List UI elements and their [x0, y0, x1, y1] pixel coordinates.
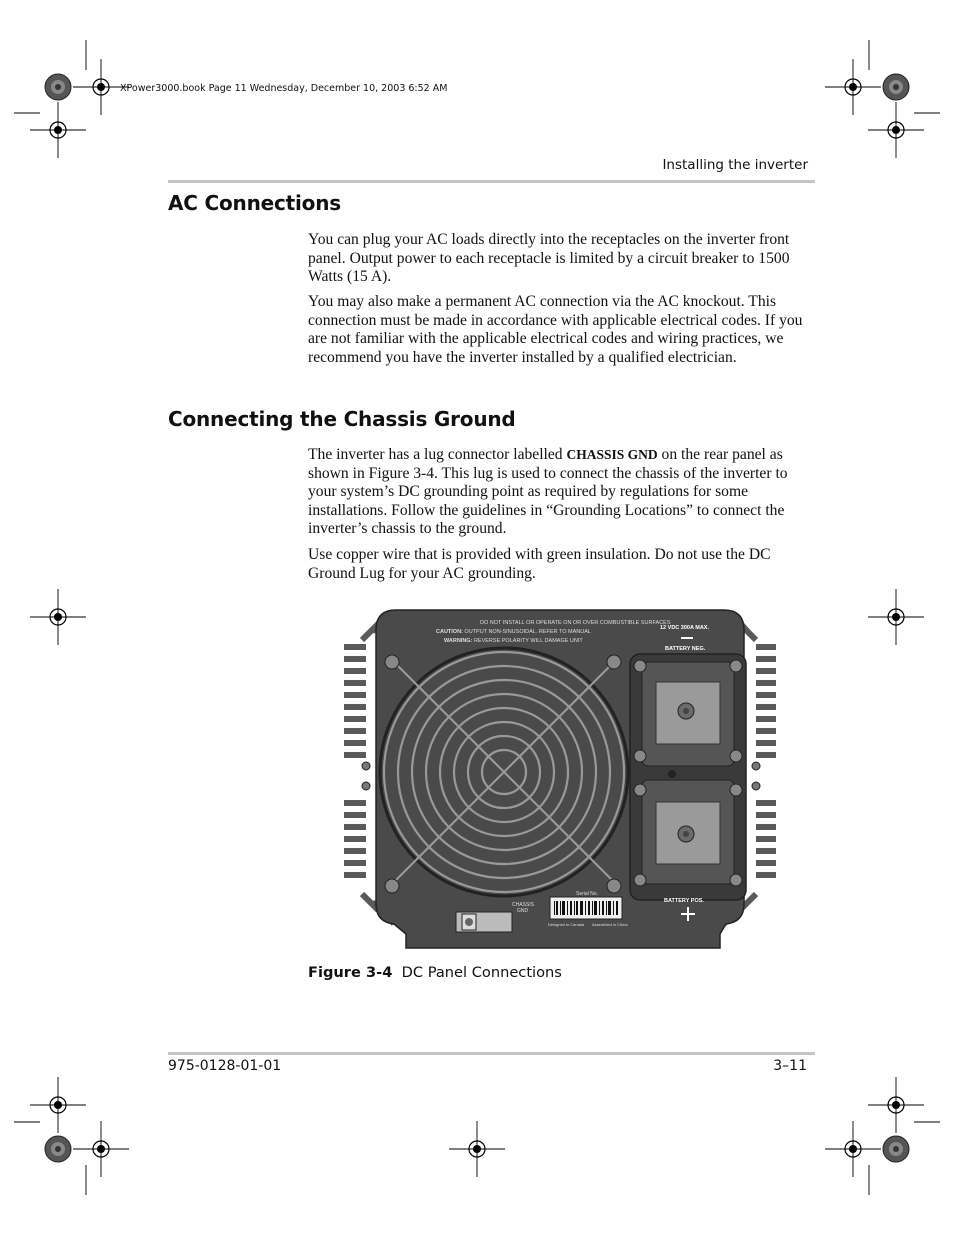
chassis-gnd-label: CHASSIS GND [566, 447, 658, 462]
caution-label: CAUTION: [436, 629, 463, 635]
page-number: 3–11 [773, 1058, 807, 1074]
rating-text: 12 VDC 300A MAX. [660, 625, 710, 631]
battery-neg-label: BATTERY NEG. [665, 646, 706, 652]
battery-pos-label: BATTERY POS. [664, 898, 704, 904]
chassis-label: CHASSIS [512, 902, 534, 908]
figure-caption [308, 964, 562, 981]
section-heading-ac-connections: AC Connections [168, 191, 341, 215]
paragraph [308, 446, 812, 539]
paragraph: You may also make a permanent AC connection via the AC knockout. This connection must be made in accordance with applicable electrical codes. If you are not familiar with the applicable electrical codes and wiring practices, we recommend you have the inverter installed by a qualified electrician. [308, 293, 803, 366]
warning-text-1: DO NOT INSTALL OR OPERATE ON OR OVER COMBUSTIBLE SURFACES [480, 620, 671, 626]
caution-text [436, 629, 591, 635]
footer-rule [168, 1052, 815, 1055]
chassis-ground-lug [456, 912, 512, 932]
document-number: 975-0128-01-01 [168, 1058, 282, 1074]
header-rule [168, 180, 815, 183]
figure-title: DC Panel Connections [401, 964, 562, 981]
heatsink-fins-right [756, 644, 776, 878]
battery-terminal-block [630, 654, 746, 900]
book-info-line: XPower3000.book Page 11 Wednesday, December 10, 2003 6:52 AM [120, 83, 448, 94]
warning-body: REVERSE POLARITY WILL DAMAGE UNIT [473, 638, 583, 644]
running-head: Installing the inverter [662, 157, 808, 173]
designed-in-label: Designed in Canada [548, 922, 585, 927]
section-heading-chassis-ground: Connecting the Chassis Ground [168, 407, 516, 431]
warning-text-2 [444, 638, 583, 644]
paragraph: Use copper wire that is provided with green insulation. Do not use the DC Ground Lug for your AC grounding. [308, 546, 771, 582]
serial-no-label: Serial No. [576, 891, 598, 897]
paragraph: You can plug your AC loads directly into the receptacles on the inverter front panel. Output power to each receptacle is limited by a circuit breaker to 1500 Watts (15 A). [308, 231, 790, 286]
assembled-in-label: Assembled in China [592, 922, 628, 927]
gnd-label: GND [517, 908, 529, 914]
paragraph-text: on the rear panel as shown in Figure 3-4. This lug is used to connect the chassis of the inverter to your system’s DC grounding point as required by regulations for some installations. Follow the guidelines in “Grounding Locations” to connect the inverter’s chassis to the ground. [308, 446, 788, 538]
paragraph-text: The inverter has a lug connector labelled [308, 446, 567, 463]
dc-panel-figure [344, 604, 776, 950]
warning-label: WARNING: [444, 638, 473, 644]
fan-grille [380, 648, 628, 896]
figure-label: Figure 3-4 [308, 964, 393, 981]
heatsink-fins-left [344, 644, 366, 878]
caution-body: OUTPUT NON-SINUSOIDAL. REFER TO MANUAL [464, 629, 591, 635]
